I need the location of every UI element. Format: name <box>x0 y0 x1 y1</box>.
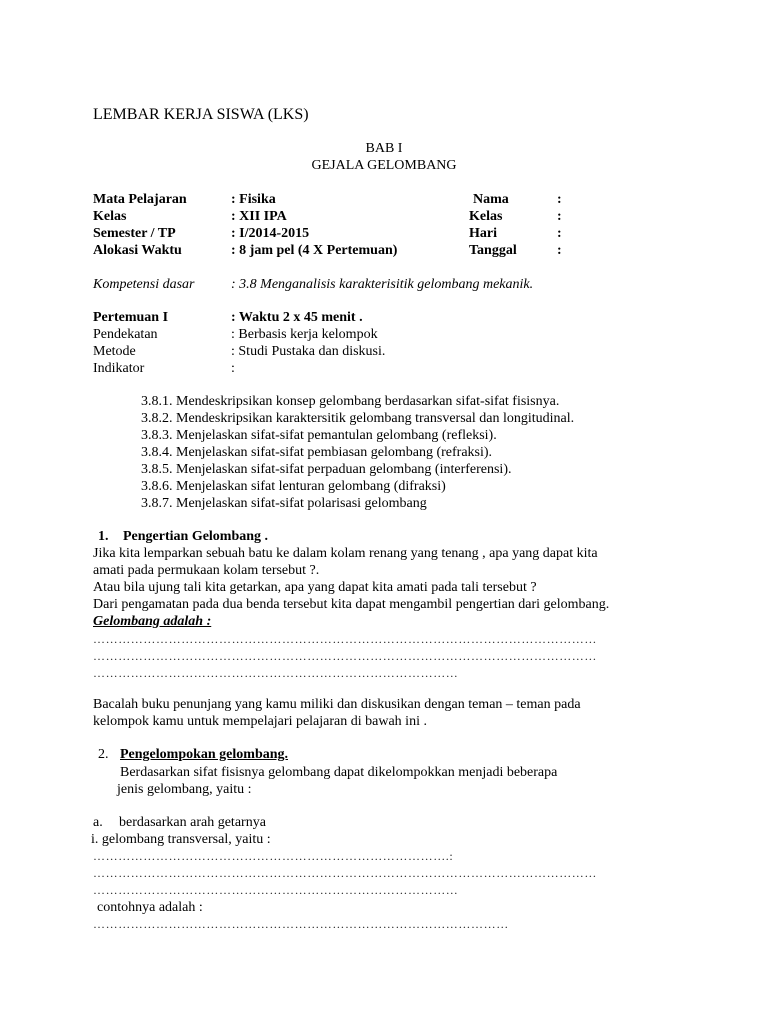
info-value: : <box>231 361 235 376</box>
day-label: Hari <box>469 226 497 241</box>
list-item: 3.8.2. Mendeskripsikan karaktersitik gelombang transversal dan longitudinal. <box>141 411 575 426</box>
answer-line[interactable]: ………………………………………………………………………………………………………… <box>93 866 597 880</box>
sub-item: i. gelombang transversal, yaitu : <box>91 832 271 847</box>
student-name-label: Nama <box>473 192 509 207</box>
sub-heading: berdasarkan arah getarnya <box>119 815 266 830</box>
info-label: Pendekatan <box>93 327 158 342</box>
sub-marker: a. <box>93 815 103 830</box>
date-field[interactable]: : <box>557 243 562 258</box>
page-title: LEMBAR KERJA SISWA (LKS) <box>93 106 309 123</box>
header-label: Kelas <box>93 209 127 224</box>
paragraph-line: amati pada permukaan kolam tersebut ?. <box>93 563 320 578</box>
list-item: 3.8.3. Menjelaskan sifat-sifat pemantulan gelombang (refleksi). <box>141 428 497 443</box>
answer-line[interactable]: ………………………………………………………………………………………………………… <box>93 649 597 663</box>
date-label: Tanggal <box>469 243 517 258</box>
list-item: 3.8.5. Menjelaskan sifat-sifat perpaduan gelombang (interferensi). <box>141 462 512 477</box>
paragraph-line: Berdasarkan sifat fisisnya gelombang dapat dikelompokkan menjadi beberapa <box>120 765 558 780</box>
header-label: Semester / TP <box>93 226 176 241</box>
info-label: Indikator <box>93 361 145 376</box>
section-heading: Pengertian Gelombang . <box>123 529 269 544</box>
answer-line[interactable]: ………………………………………………………………………………………………………… <box>93 632 597 646</box>
instruction-line: kelompok kamu untuk mempelajari pelajaran di bawah ini . <box>93 714 427 729</box>
paragraph-line: Dari pengamatan pada dua benda tersebut kita dapat mengambil pengertian dari gelombang. <box>93 597 610 612</box>
info-value: : Studi Pustaka dan diskusi. <box>231 344 386 359</box>
answer-line[interactable]: ………………………………………………………………………….: <box>93 849 454 863</box>
student-name-field[interactable]: : <box>557 192 562 207</box>
instruction-line: Bacalah buku penunjang yang kamu miliki dan diskusikan dengan teman – teman pada <box>93 697 581 712</box>
chapter-title: GEJALA GELOMBANG <box>311 158 457 173</box>
student-class-label: Kelas <box>469 209 503 224</box>
header-value: : I/2014-2015 <box>231 226 310 241</box>
student-class-field[interactable]: : <box>557 209 562 224</box>
pertemuan-label: Pertemuan I <box>93 310 169 325</box>
pertemuan-value: : Waktu 2 x 45 menit . <box>231 310 363 325</box>
list-item: 3.8.6. Menjelaskan sifat lenturan gelombang (difraksi) <box>141 479 446 494</box>
answer-line[interactable]: ……………………………………………………………………………………… <box>93 917 509 931</box>
list-item: 3.8.4. Menjelaskan sifat-sifat pembiasan gelombang (refraksi). <box>141 445 493 460</box>
paragraph-line: jenis gelombang, yaitu : <box>117 782 252 797</box>
kompetensi-value: : 3.8 Menganalisis karakterisitik gelombang mekanik. <box>231 277 534 292</box>
kompetensi-label: Kompetensi dasar <box>93 277 195 292</box>
info-label: Metode <box>93 344 136 359</box>
info-value: : Berbasis kerja kelompok <box>231 327 378 342</box>
answer-line[interactable]: …………………………………………………………………………… <box>93 883 459 897</box>
header-value: : 8 jam pel (4 X Pertemuan) <box>231 243 398 258</box>
chapter-number: BAB I <box>365 141 403 156</box>
answer-line[interactable]: …………………………………………………………………………… <box>93 666 459 680</box>
example-label: contohnya adalah : <box>97 900 203 915</box>
day-field[interactable]: : <box>557 226 562 241</box>
header-label: Mata Pelajaran <box>93 192 187 207</box>
section-number: 2. <box>98 747 109 762</box>
section-heading: Pengelompokan gelombang. <box>120 747 289 762</box>
paragraph-line: Atau bila ujung tali kita getarkan, apa yang dapat kita amati pada tali tersebut ? <box>93 580 537 595</box>
paragraph-line: Jika kita lemparkan sebuah batu ke dalam kolam renang yang tenang , apa yang dapat kita <box>93 546 598 561</box>
list-item: 3.8.1. Mendeskripsikan konsep gelombang berdasarkan sifat-sifat fisisnya. <box>141 394 560 409</box>
header-value: : Fisika <box>231 192 276 207</box>
header-label: Alokasi Waktu <box>93 243 182 258</box>
section-number: 1. <box>98 529 109 544</box>
definition-label: Gelombang adalah : <box>93 614 212 629</box>
header-value: : XII IPA <box>231 209 287 224</box>
list-item: 3.8.7. Menjelaskan sifat-sifat polarisasi gelombang <box>141 496 427 511</box>
